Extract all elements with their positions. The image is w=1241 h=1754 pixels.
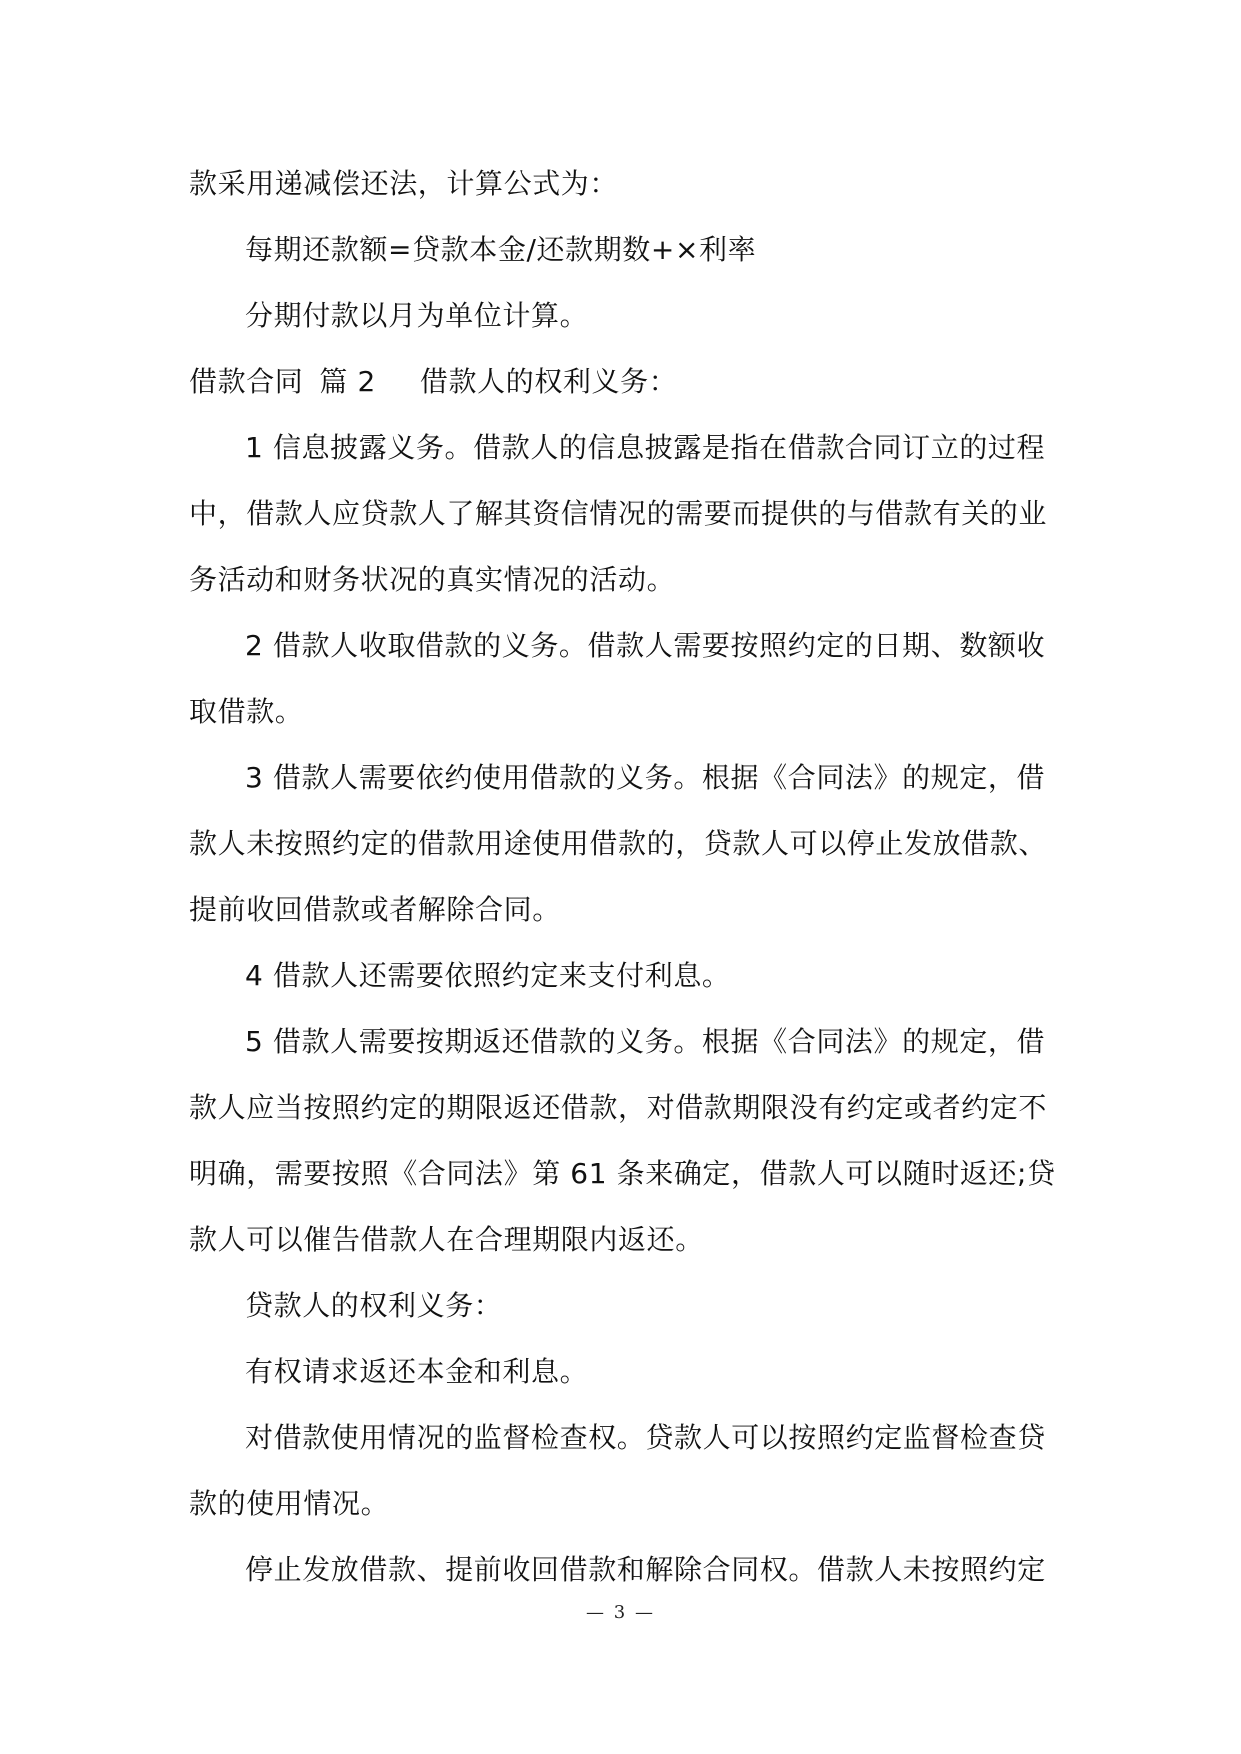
formula-line: 每期还款额=贷款本金/还款期数+×利率 (245, 233, 757, 266)
paragraph-line: 停止发放借款、提前收回借款和解除合同权。借款人未按照约定 (245, 1553, 1046, 1586)
borrower-rights-heading: 借款人的权利义务： (419, 365, 678, 398)
paragraph-line: 提前收回借款或者解除合同。 (189, 893, 561, 926)
section-title: 借款合同 (189, 365, 304, 398)
page-number: — 3 — (586, 1602, 655, 1623)
paragraph-line: 3 借款人需要依约使用借款的义务。根据《合同法》的规定，借 (245, 761, 1046, 794)
paragraph-line: 明确，需要按照《合同法》第 61 条来确定，借款人可以随时返还;贷 (189, 1157, 1056, 1190)
section-number: 篇 2 (319, 365, 376, 398)
paragraph-line: 有权请求返还本金和利息。 (245, 1355, 589, 1388)
lender-rights-heading: 贷款人的权利义务： (245, 1289, 503, 1322)
paragraph-line: 中，借款人应贷款人了解其资信情况的需要而提供的与借款有关的业 (189, 497, 1048, 530)
paragraph-line: 1 信息披露义务。借款人的信息披露是指在借款合同订立的过程 (245, 431, 1046, 464)
paragraph-line: 款人未按照约定的借款用途使用借款的，贷款人可以停止发放借款、 (189, 827, 1048, 860)
intro-line: 款采用递减偿还法，计算公式为： (189, 167, 619, 200)
paragraph-line: 取借款。 (189, 695, 304, 728)
paragraph-line: 4 借款人还需要依照约定来支付利息。 (245, 959, 731, 992)
page-content (189, 151, 1057, 1603)
paragraph-line: 2 借款人收取借款的义务。借款人需要按照约定的日期、数额收 (245, 629, 1046, 662)
paragraph-line: 对借款使用情况的监督检查权。贷款人可以按照约定监督检查贷 (245, 1421, 1046, 1454)
paragraph-line: 款人应当按照约定的期限返还借款，对借款期限没有约定或者约定不 (189, 1091, 1048, 1124)
paragraph-line: 5 借款人需要按期返还借款的义务。根据《合同法》的规定，借 (245, 1025, 1046, 1058)
section-heading-line (189, 349, 1057, 415)
paragraph-line: 款人可以催告借款人在合理期限内返还。 (189, 1223, 704, 1256)
paragraph-line: 务活动和财务状况的真实情况的活动。 (189, 563, 676, 596)
installment-note: 分期付款以月为单位计算。 (245, 299, 589, 332)
paragraph-line: 款的使用情况。 (189, 1487, 390, 1520)
